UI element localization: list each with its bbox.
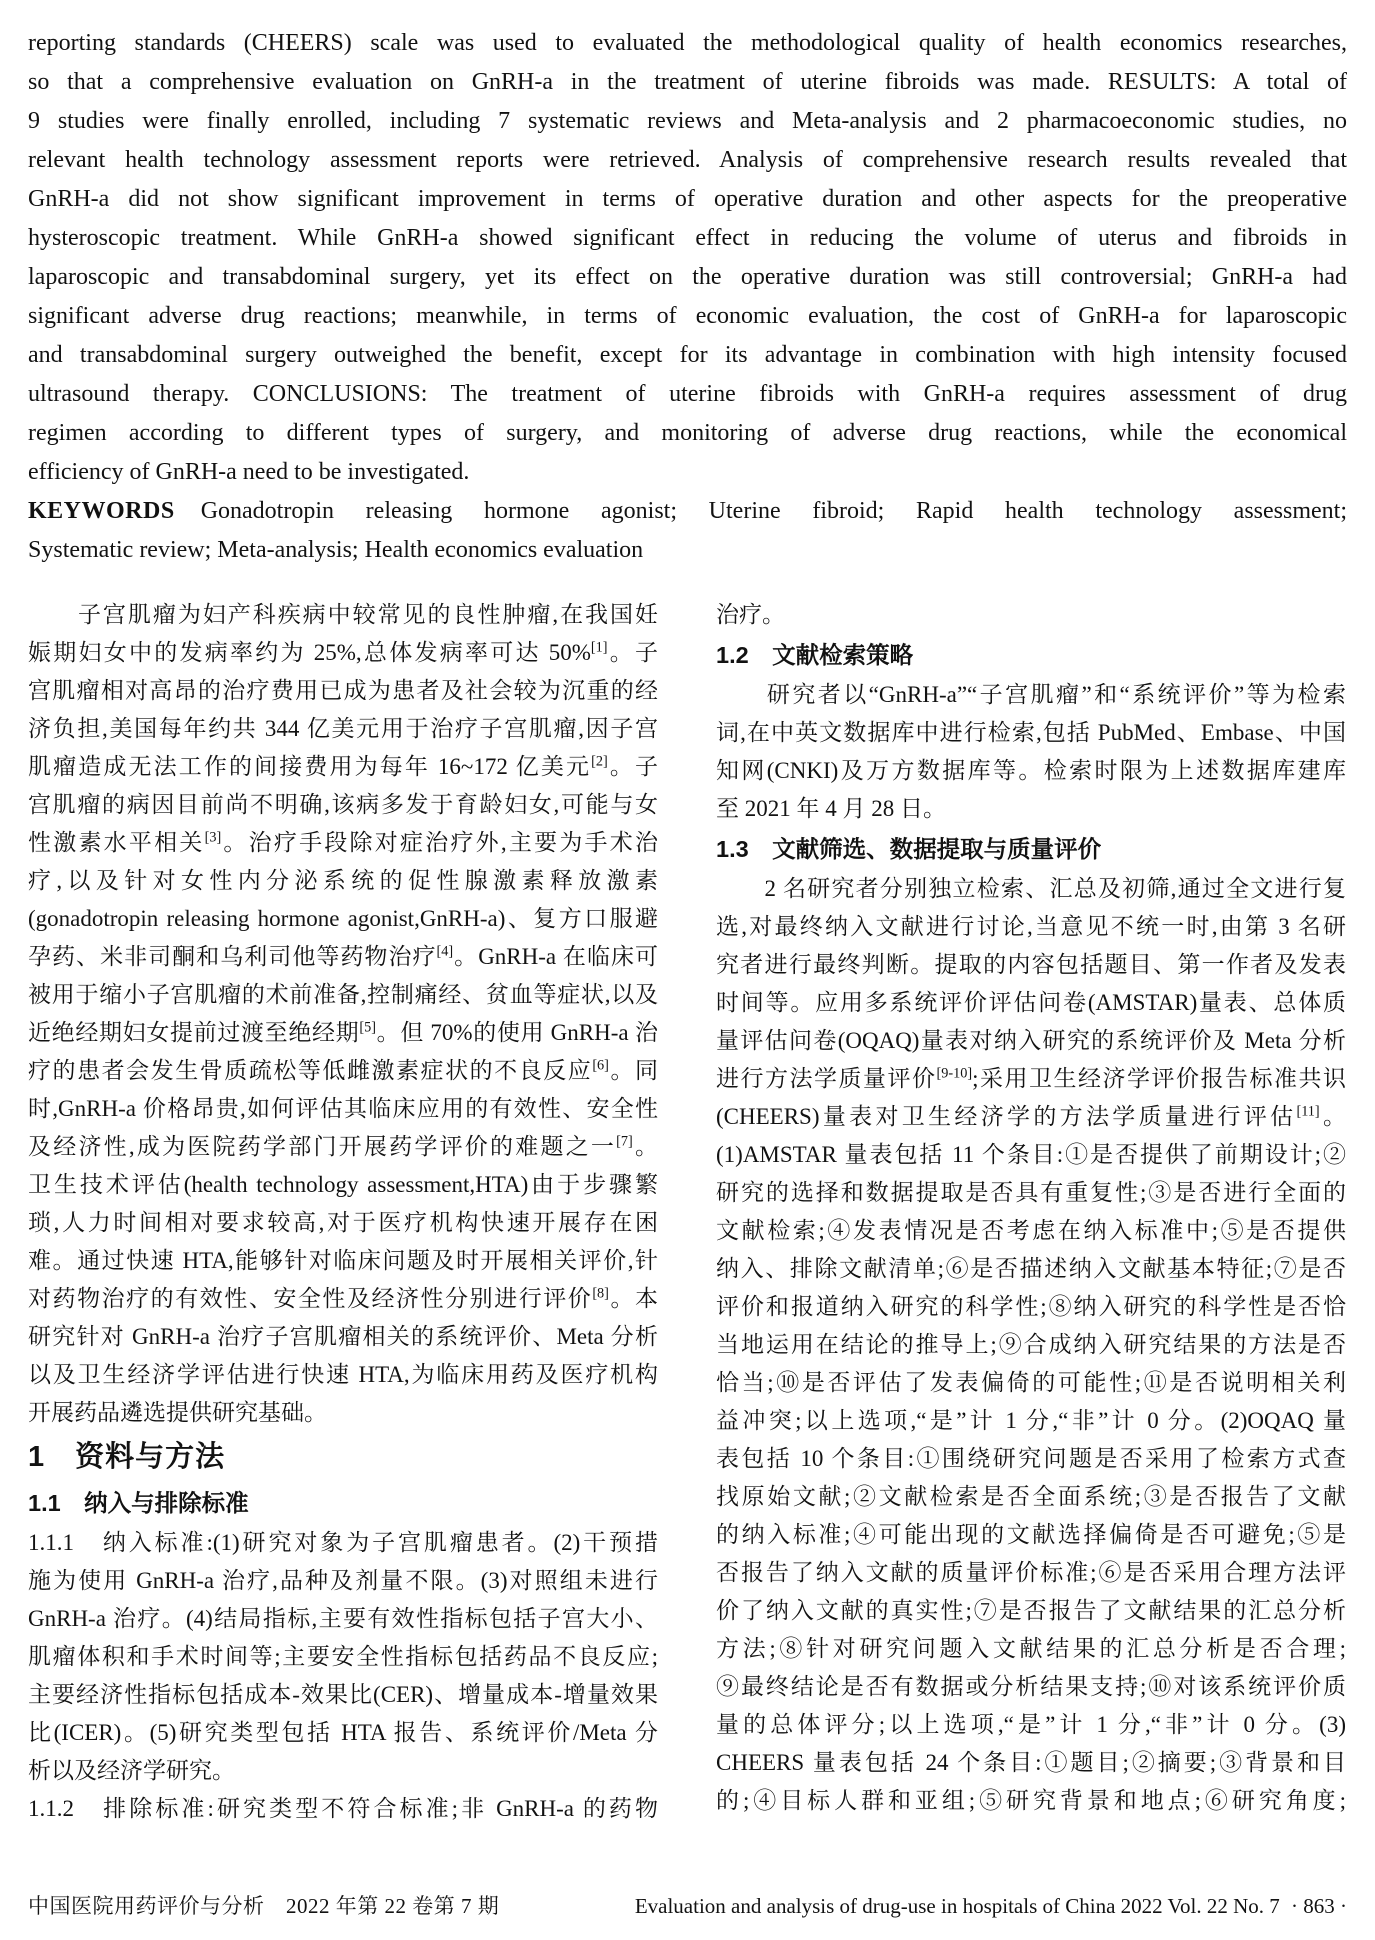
section-heading: 1.1 纳入与排除标准 [28, 1490, 249, 1516]
text-line: 的;④目标人群和亚组;⑤研究背景和地点;⑥研究角度; [716, 1788, 1346, 1813]
text-line: 时间等。应用多系统评价评估问卷(AMSTAR)量表、总体质 [716, 990, 1346, 1015]
two-column-body [28, 596, 1347, 1828]
page-number: · 863 · [1291, 1894, 1347, 1918]
keywords-label: KEYWORDS [28, 498, 175, 524]
text-line: significant adverse drug reactions; meanwhile, in terms of economic evaluation, the cost of GnRH-a for laparoscopic [28, 303, 1347, 329]
text-line: 量评估问卷(OQAQ)量表对纳入研究的系统评价及 Meta 分析 [716, 1028, 1346, 1053]
text-line: 济负担,美国每年约共 344 亿美元用于治疗子宫肌瘤,因子宫 [28, 716, 658, 741]
text-line: relevant health technology assessment reports were retrieved. Analysis of comprehensive research results revealed that [28, 147, 1347, 173]
text-line: 量的总体评分;以上选项,“是”计 1 分,“非”计 0 分。(3) [716, 1712, 1346, 1737]
text-line: 文献检索;④发表情况是否考虑在纳入标准中;⑤是否提供 [716, 1218, 1346, 1243]
text-line: 被用于缩小子宫肌瘤的术前准备,控制痛经、贫血等症状,以及 [28, 982, 658, 1007]
text-line: KEYWORDS Gonadotropin releasing hormone agonist; Uterine fibroid; Rapid health technology assessment; [28, 498, 1347, 524]
text-line: 对药物治疗的有效性、安全性及经济性分别进行评价[8]。本 [28, 1285, 658, 1311]
text-line: 时,GnRH-a 价格昂贵,如何评估其临床应用的有效性、安全性 [28, 1096, 658, 1121]
journal-title-en-text: Evaluation and analysis of drug-use in hospitals of China 2022 Vol. 22 No. 7 [634, 1894, 1280, 1918]
text-line: ⑨最终结论是否有数据或分析结果支持;⑩对该系统评价质 [716, 1674, 1346, 1699]
text-line: 难。通过快速 HTA,能够针对临床问题及时开展相关评价,针 [28, 1248, 658, 1273]
text-line: 疗,以及针对女性内分泌系统的促性腺激素释放激素 [28, 868, 658, 893]
text-line: ultrasound therapy. CONCLUSIONS: The treatment of uterine fibroids with GnRH-a requires assessment of drug [28, 381, 1347, 407]
text-line: 宫肌瘤相对高昂的治疗费用已成为患者及社会较为沉重的经 [28, 678, 658, 703]
text-line: 孕药、米非司酮和乌利司他等药物治疗[4]。GnRH-a 在临床可 [28, 943, 658, 969]
text-line: 表包括 10 个条目:①围绕研究问题是否采用了检索方式查 [716, 1446, 1346, 1471]
text-line: 开展药品遴选提供研究基础。 [28, 1400, 327, 1425]
page-footer [28, 1890, 1347, 1920]
text-line: 进行方法学质量评价[9-10];采用卫生经济学评价报告标准共识 [716, 1065, 1346, 1091]
right-column [716, 596, 1346, 1828]
english-abstract [28, 24, 1347, 570]
text-line: 1.1.1 纳入标准:(1)研究对象为子宫肌瘤患者。(2)干预措 [28, 1530, 658, 1555]
text-line: 找原始文献;②文献检索是否全面系统;③是否报告了文献 [716, 1484, 1346, 1509]
text-line: 纳入、排除文献清单;⑥是否描述纳入文献基本特征;⑦是否 [716, 1256, 1346, 1281]
text-line: (CHEERS)量表对卫生经济学的方法学质量进行评估[11]。 [716, 1103, 1346, 1129]
text-line: laparoscopic and transabdominal surgery, yet its effect on the operative duration was still controversial; GnRH-a had [28, 264, 1347, 290]
section-heading: 1.2 文献检索策略 [716, 642, 914, 668]
text-line: and transabdominal surgery outweighed the benefit, except for its advantage in combination with high intensity focused [28, 342, 1347, 368]
section-heading: 1.3 文献筛选、数据提取与质量评价 [716, 836, 1102, 862]
text-line: 研究的选择和数据提取是否具有重复性;③是否进行全面的 [716, 1180, 1346, 1205]
text-line: 析以及经济学研究。 [28, 1758, 235, 1783]
text-line: reporting standards (CHEERS) scale was used to evaluated the methodological quality of health economics researches, [28, 30, 1347, 56]
text-line: efficiency of GnRH-a need to be investigated. [28, 459, 470, 485]
left-column [28, 596, 658, 1828]
text-line: 比(ICER)。(5)研究类型包括 HTA 报告、系统评价/Meta 分 [28, 1720, 658, 1745]
text-line: 肌瘤造成无法工作的间接费用为每年 16~172 亿美元[2]。子 [28, 753, 658, 779]
text-line: 的纳入标准;④可能出现的文献选择偏倚是否可避免;⑤是 [716, 1522, 1346, 1547]
text-line: 性激素水平相关[3]。治疗手段除对症治疗外,主要为手术治 [28, 829, 658, 855]
journal-title-en [629, 1894, 1347, 1919]
text-line: 子宫肌瘤为妇产科疾病中较常见的良性肿瘤,在我国妊 [28, 602, 658, 627]
text-line: 及经济性,成为医院药学部门开展药学评价的难题之一[7]。 [28, 1133, 658, 1159]
journal-title-cn: 中国医院用药评价与分析 2022 年第 22 卷第 7 期 [28, 1894, 500, 1918]
text-line: 研究针对 GnRH-a 治疗子宫肌瘤相关的系统评价、Meta 分析 [28, 1324, 658, 1349]
text-line: 琐,人力时间相对要求较高,对于医疗机构快速开展存在困 [28, 1210, 658, 1235]
text-line: 以及卫生经济学评估进行快速 HTA,为临床用药及医疗机构 [28, 1362, 658, 1387]
text-line: GnRH-a did not show significant improvement in terms of operative duration and other aspects for the preoperative [28, 186, 1347, 212]
text-line: 肌瘤体积和手术时间等;主要安全性指标包括药品不良反应; [28, 1644, 658, 1669]
text-line: 施为使用 GnRH-a 治疗,品种及剂量不限。(3)对照组未进行 [28, 1568, 658, 1593]
text-line: 当地运用在结论的推导上;⑨合成纳入研究结果的方法是否 [716, 1332, 1346, 1357]
text-line: 价了纳入文献的真实性;⑦是否报告了文献结果的汇总分析 [716, 1598, 1346, 1623]
text-line: hysteroscopic treatment. While GnRH-a showed significant effect in reducing the volume of uterus and fibroids in [28, 225, 1347, 251]
text-line: 究者进行最终判断。提取的内容包括题目、第一作者及发表 [716, 952, 1346, 977]
text-line: 益冲突;以上选项,“是”计 1 分,“非”计 0 分。(2)OQAQ 量 [716, 1408, 1346, 1433]
text-line: CHEERS 量表包括 24 个条目:①题目;②摘要;③背景和目 [716, 1750, 1346, 1775]
text-line: 词,在中英文数据库中进行检索,包括 PubMed、Embase、中国 [716, 720, 1346, 745]
text-line: 疗的患者会发生骨质疏松等低雌激素症状的不良反应[6]。同 [28, 1057, 658, 1083]
text-line: 娠期妇女中的发病率约为 25%,总体发病率可达 50%[1]。子 [28, 639, 658, 665]
text-line: 宫肌瘤的病因目前尚不明确,该病多发于育龄妇女,可能与女 [28, 792, 658, 817]
text-line: 卫生技术评估(health technology assessment,HTA)由于步骤繁 [28, 1172, 658, 1197]
text-line: (gonadotropin releasing hormone agonist,GnRH-a)、复方口服避 [28, 906, 658, 931]
section-heading: 1 资料与方法 [28, 1441, 226, 1473]
text-line: 评价和报道纳入研究的科学性;⑧纳入研究的科学性是否恰 [716, 1294, 1346, 1319]
text-line: GnRH-a 治疗。(4)结局指标,主要有效性指标包括子宫大小、 [28, 1606, 658, 1631]
text-line: 恰当;⑩是否评估了发表偏倚的可能性;⑪是否说明相关利 [716, 1370, 1346, 1395]
text-line: Systematic review; Meta-analysis; Health economics evaluation [28, 537, 644, 563]
text-line: 1.1.2 排除标准:研究类型不符合标准;非 GnRH-a 的药物 [28, 1796, 658, 1821]
text-line: 至 2021 年 4 月 28 日。 [716, 796, 946, 821]
text-line: 治疗。 [716, 602, 785, 627]
text-line: 知网(CNKI)及万方数据库等。检索时限为上述数据库建库 [716, 758, 1346, 783]
text-line: 近绝经期妇女提前过渡至绝经期[5]。但 70%的使用 GnRH-a 治 [28, 1019, 658, 1045]
text-line: 否报告了纳入文献的质量评价标准;⑥是否采用合理方法评 [716, 1560, 1346, 1585]
text-line: 方法;⑧针对研究问题入文献结果的汇总分析是否合理; [716, 1636, 1346, 1661]
text-line: regimen according to different types of surgery, and monitoring of adverse drug reactions, while the economical [28, 420, 1347, 446]
text-line: 2 名研究者分别独立检索、汇总及初筛,通过全文进行复 [716, 876, 1346, 901]
text-line: 研究者以“GnRH-a”“子宫肌瘤”和“系统评价”等为检索 [716, 682, 1346, 707]
text-line: 选,对最终纳入文献进行讨论,当意见不统一时,由第 3 名研 [716, 914, 1346, 939]
text-line: 主要经济性指标包括成本-效果比(CER)、增量成本-增量效果 [28, 1682, 658, 1707]
text-line: (1)AMSTAR 量表包括 11 个条目:①是否提供了前期设计;② [716, 1142, 1346, 1167]
text-line: 9 studies were finally enrolled, including 7 systematic reviews and Meta-analysis and 2 pharmacoeconomic studies, no [28, 108, 1347, 134]
text-line: so that a comprehensive evaluation on GnRH-a in the treatment of uterine fibroids was made. RESULTS: A total of [28, 69, 1347, 95]
